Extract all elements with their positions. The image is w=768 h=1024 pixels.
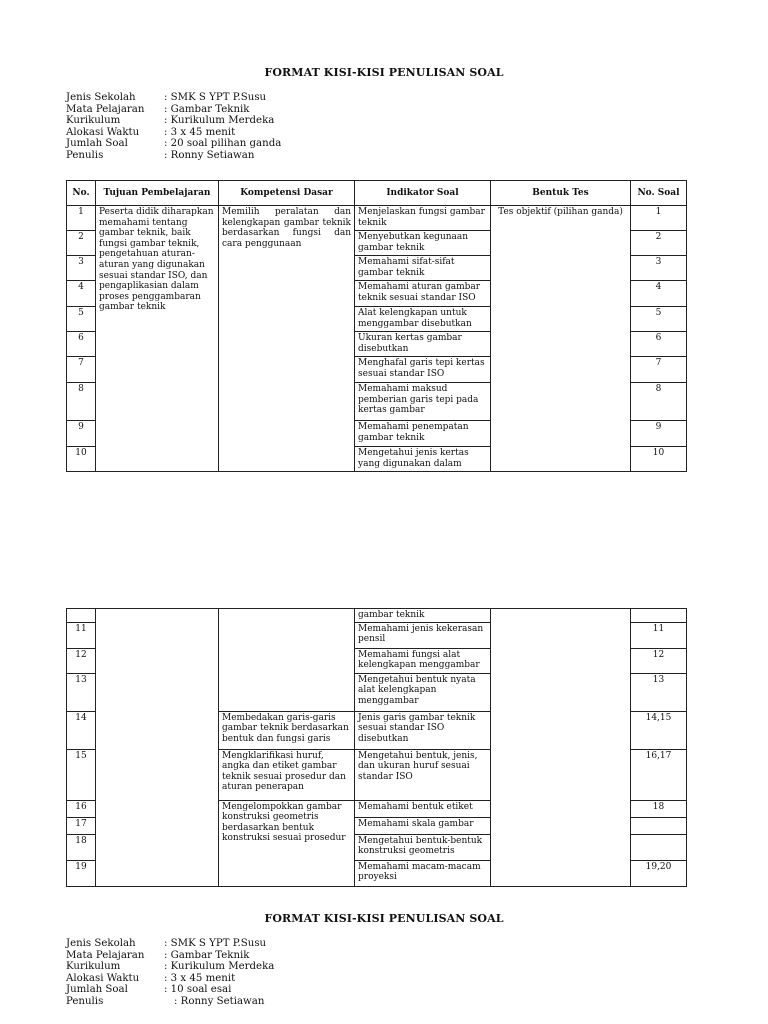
cell-indikator: Menghafal garis tepi kertas sesuai standar ISO (355, 357, 491, 383)
meta-value: : 3 x 45 menit (164, 972, 236, 984)
cell-indikator: Memahami maksud pemberian garis tepi pada kertas gambar (355, 383, 491, 421)
cell-indikator: Ukuran kertas gambar disebutkan (355, 332, 491, 357)
cell-indikator: Menjelaskan fungsi gambar teknik (355, 206, 491, 231)
document-title-2: FORMAT KISI-KISI PENULISAN SOAL (264, 912, 504, 925)
header-tujuan: Tujuan Pembelajaran (96, 181, 219, 206)
meta-label: Alokasi Waktu (66, 972, 140, 984)
cell-indikator: Memahami jenis kekerasan pensil (355, 622, 491, 648)
cell-no: 19 (67, 860, 96, 886)
meta-row (66, 127, 281, 139)
cell-indikator: Memahami skala gambar (355, 817, 491, 834)
header-no: No. (67, 181, 96, 206)
cell-indikator: Mengetahui jenis kertas yang digunakan dalam (355, 447, 491, 472)
cell-nosoal: 9 (631, 421, 687, 447)
cell-nosoal: 1 (631, 206, 687, 231)
cell-nosoal: 7 (631, 357, 687, 383)
cell-no: 4 (67, 281, 96, 307)
cell-indikator: Memahami bentuk etiket (355, 800, 491, 817)
cell-indikator: Mengetahui bentuk-bentuk konstruksi geometris (355, 834, 491, 860)
cell-no: 11 (67, 622, 96, 648)
meta-value: : Kurikulum Merdeka (164, 961, 275, 973)
cell-indikator: Mengetahui bentuk nyata alat kelengkapan menggambar (355, 673, 491, 711)
cell-tujuan (96, 609, 219, 887)
meta-label: Kurikulum (66, 115, 121, 127)
cell-no: 14 (67, 711, 96, 749)
meta-value: : Ronny Setiawan (164, 149, 255, 161)
header-kompetensi: Kompetensi Dasar (219, 181, 355, 206)
cell-no: 3 (67, 256, 96, 281)
table-row (67, 206, 687, 231)
cell-no: 12 (67, 648, 96, 673)
cell-nosoal (631, 817, 687, 834)
meta-row (66, 92, 281, 104)
meta-label: Mata Pelajaran (66, 949, 145, 961)
meta-row (66, 984, 274, 996)
meta-label: Jenis Sekolah (66, 92, 136, 103)
meta-label: Jumlah Soal (66, 984, 128, 996)
cell-nosoal: 13 (631, 673, 687, 711)
cell-nosoal: 8 (631, 383, 687, 421)
cell-no: 5 (67, 307, 96, 332)
cell-nosoal: 16,17 (631, 749, 687, 800)
meta-value: : Gambar Teknik (164, 103, 250, 115)
header-bentuk: Bentuk Tes (491, 181, 631, 206)
cell-bentuk-tes: Tes objektif (pilihan ganda) (491, 206, 631, 472)
meta-row (66, 996, 274, 1008)
cell-no: 2 (67, 231, 96, 256)
metadata-block-1 (66, 92, 281, 162)
cell-indikator: Memahami aturan gambar teknik sesuai standar ISO (355, 281, 491, 307)
table-header-row (67, 181, 687, 206)
meta-value: : 20 soal pilihan ganda (164, 138, 282, 150)
meta-row (66, 104, 281, 116)
meta-row (66, 138, 281, 150)
cell-indikator: Menyebutkan kegunaan gambar teknik (355, 231, 491, 256)
cell-indikator: Alat kelengkapan untuk menggambar disebutkan (355, 307, 491, 332)
cell-indikator: Memahami fungsi alat kelengkapan menggambar (355, 648, 491, 673)
cell-indikator: Mengetahui bentuk, jenis, dan ukuran huruf sesuai standar ISO (355, 749, 491, 800)
cell-nosoal: 6 (631, 332, 687, 357)
cell-nosoal: 2 (631, 231, 687, 256)
meta-label: Alokasi Waktu (66, 126, 140, 138)
kisi-table-1 (66, 180, 687, 472)
cell-kompetensi: Memilih peralatan dan kelengkapan gambar teknik berdasarkan fungsi dan cara penggunaan (219, 206, 355, 472)
meta-value: : Ronny Setiawan (174, 995, 265, 1007)
meta-row (66, 115, 281, 127)
meta-value: : 3 x 45 menit (164, 126, 236, 138)
meta-label: Penulis (66, 149, 104, 161)
cell-nosoal (631, 609, 687, 623)
cell-kompetensi (219, 609, 355, 712)
meta-row (66, 950, 274, 962)
table-row-continued (67, 609, 687, 623)
cell-no: 10 (67, 447, 96, 472)
cell-no: 9 (67, 421, 96, 447)
meta-row (66, 961, 274, 973)
meta-label: Jenis Sekolah (66, 938, 136, 949)
cell-no (67, 609, 96, 623)
cell-nosoal: 3 (631, 256, 687, 281)
cell-indikator: Memahami macam-macam proyeksi (355, 860, 491, 886)
cell-kompetensi: Membedakan garis-garis gambar teknik berdasarkan bentuk dan fungsi garis (219, 711, 355, 749)
cell-no: 17 (67, 817, 96, 834)
cell-nosoal: 14,15 (631, 711, 687, 749)
cell-kompetensi: Mengelompokkan gambar konstruksi geometris berdasarkan bentuk konstruksi sesuai prosedur (219, 800, 355, 886)
cell-indikator: Memahami penempatan gambar teknik (355, 421, 491, 447)
meta-value: : SMK S YPT P.Susu (164, 938, 267, 949)
cell-nosoal: 18 (631, 800, 687, 817)
document-title: FORMAT KISI-KISI PENULISAN SOAL (264, 66, 504, 79)
cell-no: 15 (67, 749, 96, 800)
cell-no: 1 (67, 206, 96, 231)
cell-nosoal: 5 (631, 307, 687, 332)
cell-kompetensi: Mengklarifikasi huruf, angka dan etiket gambar teknik sesuai prosedur dan aturan penerapan (219, 749, 355, 800)
meta-row (66, 973, 274, 985)
cell-nosoal: 10 (631, 447, 687, 472)
cell-nosoal: 12 (631, 648, 687, 673)
cell-indikator: gambar teknik (355, 609, 491, 623)
meta-row (66, 938, 274, 950)
cell-indikator: Memahami sifat-sifat gambar teknik (355, 256, 491, 281)
cell-no: 8 (67, 383, 96, 421)
cell-nosoal (631, 834, 687, 860)
meta-value: : 10 soal esai (164, 984, 232, 996)
header-indikator: Indikator Soal (355, 181, 491, 206)
kisi-table-2 (66, 608, 687, 887)
cell-tujuan: Peserta didik diharapkan memahami tentang gambar teknik, baik fungsi gambar teknik, pengetahuan aturan-aturan yang digunakan sesuai standar ISO, dan pengaplikasian dalam proses penggambaran gambar teknik (96, 206, 219, 472)
cell-no: 16 (67, 800, 96, 817)
metadata-block-2 (66, 938, 274, 1008)
cell-nosoal: 11 (631, 622, 687, 648)
cell-no: 13 (67, 673, 96, 711)
header-nosoal: No. Soal (631, 181, 687, 206)
meta-row (66, 150, 281, 162)
cell-no: 18 (67, 834, 96, 860)
meta-label: Kurikulum (66, 961, 121, 973)
cell-bentuk-tes (491, 609, 631, 887)
meta-label: Mata Pelajaran (66, 103, 145, 115)
meta-value: : SMK S YPT P.Susu (164, 92, 267, 103)
meta-label: Penulis (66, 995, 104, 1007)
cell-no: 6 (67, 332, 96, 357)
cell-nosoal: 19,20 (631, 860, 687, 886)
cell-nosoal: 4 (631, 281, 687, 307)
cell-no: 7 (67, 357, 96, 383)
meta-value: : Kurikulum Merdeka (164, 115, 275, 127)
meta-label: Jumlah Soal (66, 138, 128, 150)
meta-value: : Gambar Teknik (164, 949, 250, 961)
cell-indikator: Jenis garis gambar teknik sesuai standar ISO disebutkan (355, 711, 491, 749)
